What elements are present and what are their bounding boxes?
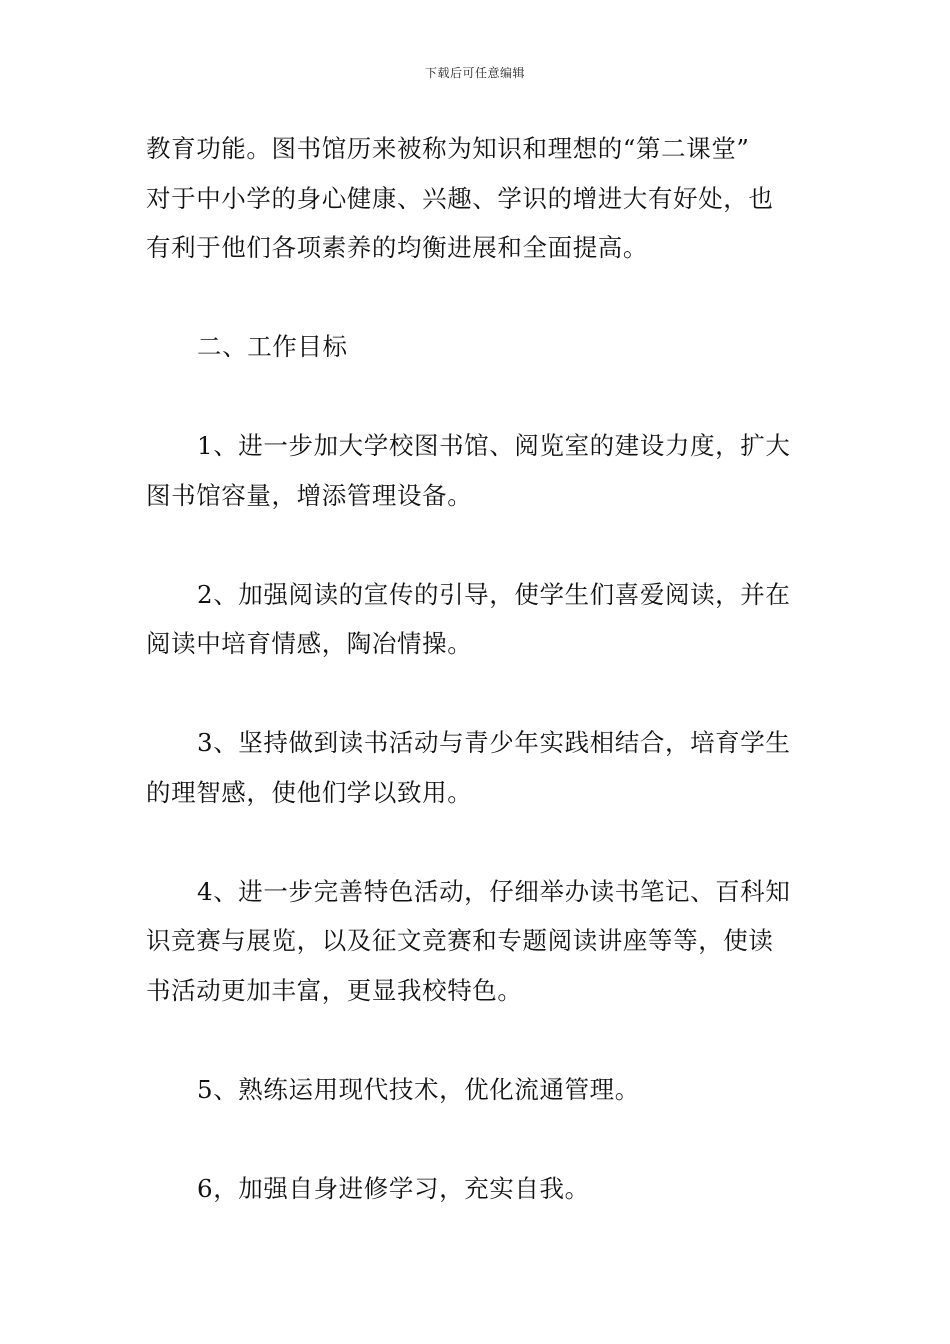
section-heading-text: 二、工作目标 (197, 332, 348, 361)
text-line: 图书馆容量，增添管理设备。 (146, 480, 473, 510)
text-line: 识竞赛与展览，以及征文竞赛和专题阅读讲座等等，使读 (146, 926, 774, 955)
document-body (146, 124, 808, 1213)
text-line: 1、进一步加大学校图书馆、阅览室的建设力度，扩大 (197, 431, 791, 460)
text-line: 4、进一步完善特色活动，仔细举办读书笔记、百科知 (197, 876, 791, 906)
text-line: 5、熟练运用现代技术，优化流通管理。 (197, 1074, 640, 1104)
goal-item-2 (146, 570, 808, 669)
goal-item-3 (146, 718, 808, 817)
goal-item-5 (146, 1065, 808, 1115)
page-header: 下载后可任意编辑 (424, 66, 525, 80)
text-line: 阅读中培育情感，陶冶情操。 (146, 629, 473, 658)
goal-item-6 (146, 1164, 808, 1214)
goal-item-1 (146, 421, 808, 520)
text-line: 6，加强自身进修学习，充实自我。 (197, 1173, 590, 1203)
paragraph-intro-continuation (146, 124, 808, 273)
text-line: 对于中小学的身心健康、兴趣、学识的增进大有好处，也 (146, 183, 774, 213)
text-line: 有利于他们各项素养的均衡进展和全面提高。 (146, 233, 648, 262)
text-line: 2、加强阅读的宣传的引导，使学生们喜爱阅读，并在 (197, 579, 791, 609)
text-line: 教育功能。图书馆历来被称为知识和理想的“第二课堂” (146, 134, 750, 163)
text-line: 书活动更加丰富，更显我校特色。 (146, 975, 523, 1005)
section-heading-work-goals (146, 322, 808, 372)
text-line: 的理智感，使他们学以致用。 (146, 777, 473, 807)
text-line: 3、坚持做到读书活动与青少年实践相结合，培育学生 (197, 728, 791, 757)
goal-item-4 (146, 867, 808, 1016)
